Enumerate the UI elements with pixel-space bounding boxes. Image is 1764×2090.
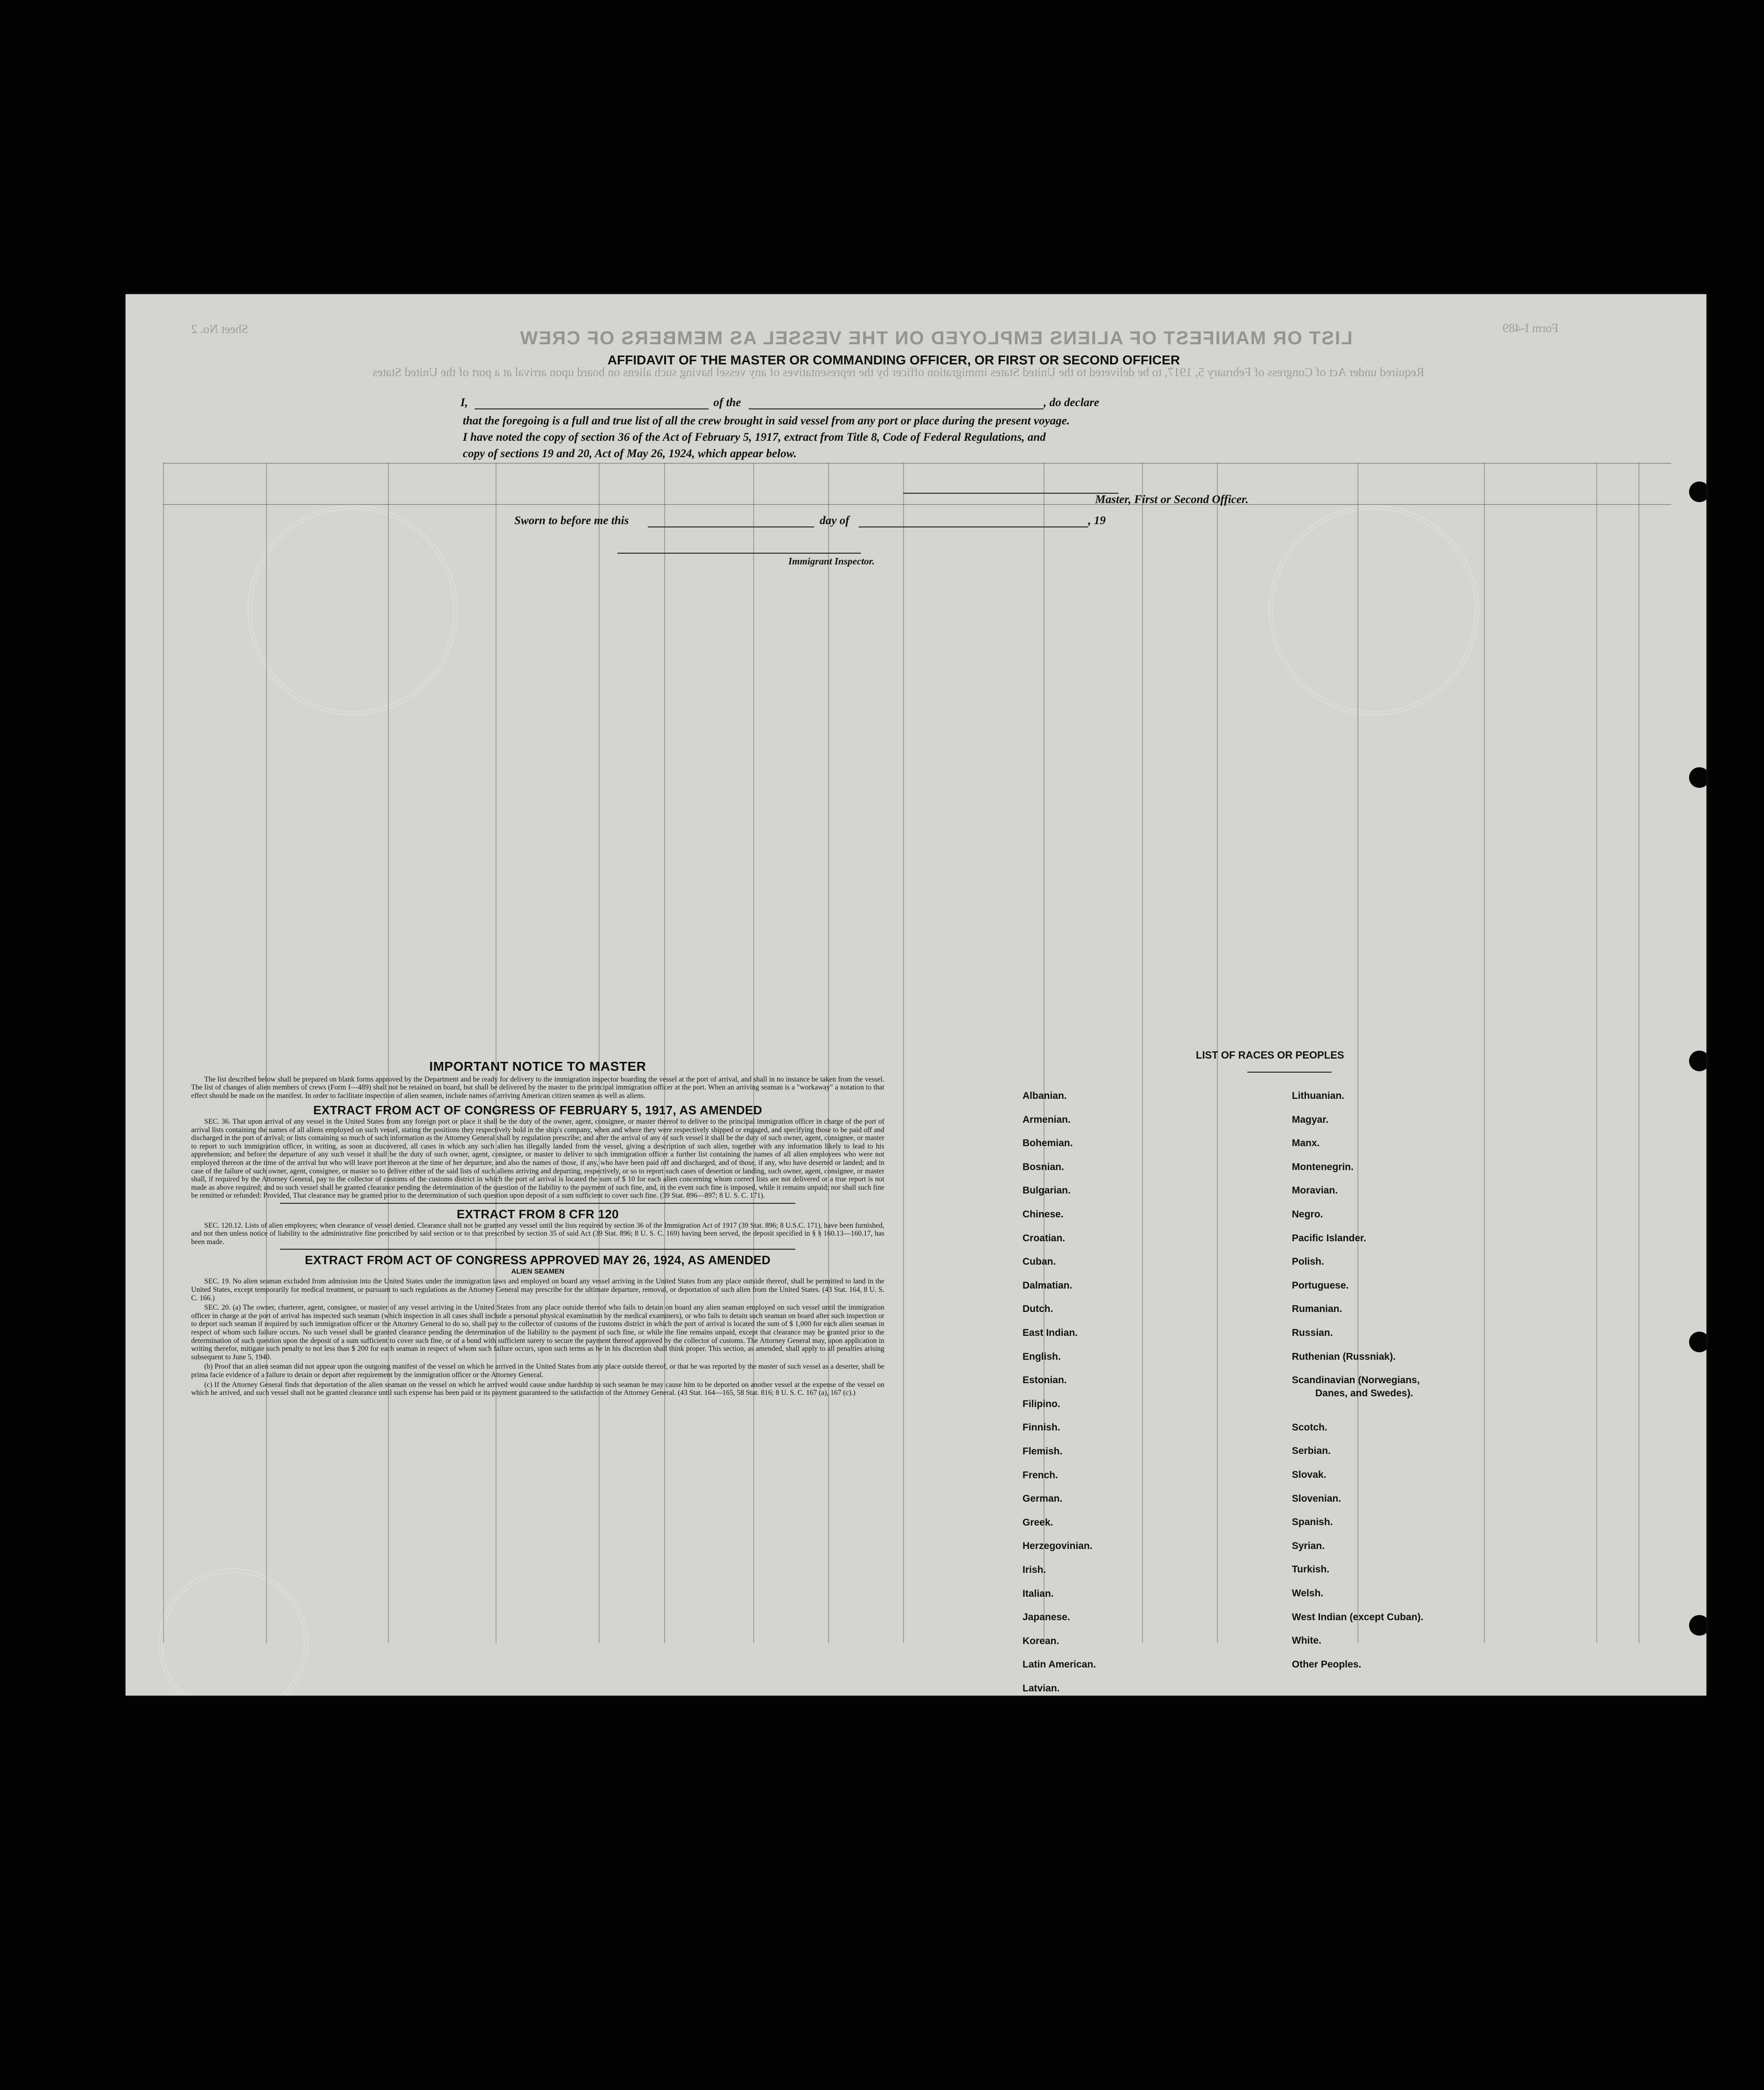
table-top-rule xyxy=(163,463,1671,464)
race-item: Japanese. xyxy=(1023,1612,1070,1623)
race-item: Other Peoples. xyxy=(1292,1659,1362,1670)
extract3-title: EXTRACT FROM ACT OF CONGRESS APPROVED MAY 26, 1924, AS AMENDED xyxy=(304,1253,771,1267)
sworn-day-line xyxy=(648,526,814,527)
stamp-bottom xyxy=(158,1568,308,1696)
notice-text: The list described below shall be prepared on blank forms approved by the Department and be ready for delivery to the immigration inspector boarding the vessel at the port of arrival, and shall in no instance be taken from the vessel. The list of changes of alien members of crews (Form I—489) shall not be retained on board, but shall be delivered by the master to the principal immigration officer at the port. When an arriving seaman is a "workaway" a notation to that effect should be made on the manifest. In order to facilitate inspection of alien seamen, include names of arriving American citizen seamen as well as aliens. xyxy=(191,1075,884,1100)
affidavit-i-label: I, xyxy=(460,396,468,409)
race-item: Danes, and Swedes). xyxy=(1315,1388,1413,1399)
stamp-right xyxy=(1268,505,1479,716)
race-item: Herzegovinian. xyxy=(1023,1541,1093,1552)
table-col-rule xyxy=(753,463,754,1643)
race-item: Lithuanian. xyxy=(1292,1090,1344,1101)
year-label: , 19 xyxy=(1088,514,1106,527)
table-header-rule xyxy=(163,504,1671,505)
table-col-rule xyxy=(903,463,904,1643)
race-item: Scandinavian (Norwegians, xyxy=(1292,1375,1420,1386)
race-item: Albanian. xyxy=(1023,1090,1067,1101)
section-rule xyxy=(280,1249,795,1250)
race-item: Italian. xyxy=(1023,1588,1054,1599)
affidavit-body-3: copy of sections 19 and 20, Act of May 26, 1924, which appear below. xyxy=(463,447,797,460)
race-item: West Indian (except Cuban). xyxy=(1292,1611,1423,1623)
race-item: Latin American. xyxy=(1023,1659,1096,1670)
table-col-rule xyxy=(1596,463,1597,1643)
race-item: Manx. xyxy=(1292,1138,1320,1149)
race-item: English. xyxy=(1023,1351,1061,1362)
race-item: Polish. xyxy=(1292,1256,1324,1267)
race-item: Armenian. xyxy=(1023,1114,1071,1125)
race-item: Portuguese. xyxy=(1292,1280,1349,1291)
race-item: Negro. xyxy=(1292,1209,1323,1220)
section-rule xyxy=(280,1203,795,1204)
manifest-sheet xyxy=(126,294,1706,1696)
affidavit-body-2: I have noted the copy of section 36 of the Act of February 5, 1917, extract from Title 8, Code of Federal Regulations, and xyxy=(463,431,1046,444)
race-item: Dutch. xyxy=(1023,1304,1053,1315)
extract3-sec20a: SEC. 20. (a) The owner, charterer, agent, consignee, or master of any vessel arriving in the United States from any place outside thereof who fails to detain on board any alien seaman employed on such vessel until the immigration officer in charge at the port of arrival has inspected such seaman (which inspection in all cases shall include a personal physical examination by the medical examiners), or who fails to detain such seaman on board after such inspection or to deport such seaman if required by such immigration officer or the Attorney General to do so, shall pay to the collector of customs of the customs district in which the port of arrival is located the sum of $ 1,000 for each alien seaman in respect of whom such failure occurs. No such vessel shall be granted clearance pending the determination of the liability to the payment of such fine, or while the fine remains unpaid, except that clearance may be granted prior to the determination of such question upon the deposit of a sum sufficient to cover such fine, or of a bond with sufficient surety to secure the payment thereof approved by the collector of customs. The Attorney General may, upon application in writing therefor, mitigate such penalty to not less than $ 200 for each seaman in respect of whom such failure occurs, upon such terms as he in his discretion shall think proper. This section, as amended, shall apply to all penalties arising subsequent to June 5, 1940. xyxy=(191,1304,884,1361)
race-item: Filipino. xyxy=(1023,1398,1060,1409)
race-item: Rumanian. xyxy=(1292,1304,1342,1315)
inspector-label: Immigrant Inspector. xyxy=(788,556,875,567)
table-col-rule xyxy=(1484,463,1485,1643)
extract3-sec19: SEC. 19. No alien seaman excluded from admission into the United States under the immigration laws and employed on board any vessel arriving in the United States from any place outside thereof, shall be permitted to land in the United States, except temporarily for medical treatment, or pursuant to such regulations as the Attorney General may prescribe for the ultimate departure, removal, or deportation of such alien from the United States. (43 Stat. 164, 8 U. S. C. 166.) xyxy=(191,1277,884,1302)
affidavit-do-declare: , do declare xyxy=(1044,396,1099,409)
table-col-rule xyxy=(1142,463,1143,1643)
stamp-left xyxy=(247,505,458,716)
notice-block xyxy=(191,1059,884,1399)
master-signature-line xyxy=(903,493,1119,494)
extract2-title: EXTRACT FROM 8 CFR 120 xyxy=(456,1207,619,1221)
punch-hole xyxy=(1689,482,1706,502)
race-item: German. xyxy=(1023,1493,1063,1505)
affidavit-name-line xyxy=(474,408,709,409)
race-item: Welsh. xyxy=(1292,1588,1324,1599)
race-item: Flemish. xyxy=(1023,1446,1063,1457)
race-item: Magyar. xyxy=(1292,1114,1329,1125)
races-title: LIST OF RACES OR PEOPLES xyxy=(1196,1049,1344,1061)
race-item: Syrian. xyxy=(1292,1540,1325,1551)
notice-title: IMPORTANT NOTICE TO MASTER xyxy=(429,1059,646,1074)
race-item: Spanish. xyxy=(1292,1517,1333,1528)
race-item: Russian. xyxy=(1292,1327,1333,1338)
race-item: Scotch. xyxy=(1292,1422,1327,1433)
table-col-rule xyxy=(1638,463,1639,1643)
race-item: Slovenian. xyxy=(1292,1493,1342,1504)
extract2-text: SEC. 120.12. Lists of alien employees; when clearance of vessel denied. Clearance shall not be granted any vessel until the lists required by section 36 of the Immigration Act of 1917 (39 Stat. 896; 8 U.S.C. 171), have been furnished, and not then unless notice of liability to the administrative fine prescribed by said section or to that prescribed by section 35 of said Act (39 Stat. 896; 8 U. S. C. 169) having been served, the deposit specified in § § 160.13—160.17, has been made. xyxy=(191,1221,884,1246)
race-item: Ruthenian (Russniak). xyxy=(1292,1351,1396,1362)
punch-hole xyxy=(1689,1051,1706,1071)
table-col-rule xyxy=(664,463,665,1643)
race-item: Moravian. xyxy=(1292,1185,1338,1196)
punch-hole xyxy=(1689,1615,1706,1636)
punch-hole xyxy=(1689,1332,1706,1352)
table-col-rule xyxy=(163,463,164,1643)
race-item: Slovak. xyxy=(1292,1469,1327,1480)
table-col-rule xyxy=(1357,463,1358,1643)
races-title-rule xyxy=(1247,1072,1332,1073)
race-item: Finnish. xyxy=(1023,1422,1060,1433)
extract3-sec20c: (c) If the Attorney General finds that deportation of the alien seaman on the vessel on which he arrived would cause undue hardship to such seaman he may cause him to be deported on another vessel at the expense of the vessel on which he arrived, and such vessel shall not be granted clearance until such expense has been paid or its payment guaranteed to the satisfaction of the Attorney General. (43 Stat. 164—165, 58 Stat. 816; 8 U. S. C. 167 (a), 167 (c).) xyxy=(191,1380,884,1397)
day-of-label: day of xyxy=(820,514,850,527)
race-item: Dalmatian. xyxy=(1023,1280,1073,1291)
table-col-rule xyxy=(828,463,829,1643)
extract1-title: EXTRACT FROM ACT OF CONGRESS OF FEBRUARY 5, 1917, AS AMENDED xyxy=(313,1103,763,1118)
race-item: Serbian. xyxy=(1292,1445,1331,1457)
race-item: Bulgarian. xyxy=(1023,1185,1071,1196)
master-label: Master, First or Second Officer. xyxy=(1095,493,1249,506)
inspector-signature-line xyxy=(617,553,861,554)
race-item: Croatian. xyxy=(1023,1232,1066,1244)
race-item: Greek. xyxy=(1023,1517,1053,1528)
race-item: French. xyxy=(1023,1469,1058,1481)
race-item: Latvian. xyxy=(1023,1683,1060,1694)
table-col-rule xyxy=(388,463,389,1643)
extract3-sec20b: (b) Proof that an alien seaman did not appear upon the outgoing manifest of the vessel on which he arrived in the United States from any place outside thereof, or that he was reported by the master of such vessel as a deserter, shall be prima facie evidence of a failure to detain or deport after requirement by the immigration officer or the Attorney General. xyxy=(191,1363,884,1379)
race-item: Pacific Islander. xyxy=(1292,1232,1366,1244)
extract3-subtitle: ALIEN SEAMEN xyxy=(511,1267,564,1275)
sworn-label: Sworn to before me this xyxy=(514,514,629,527)
race-item: Turkish. xyxy=(1292,1564,1330,1575)
reverse-title-ghost: LIST OR MANIFEST OF ALIENS EMPLOYED ON THE VESSEL AS MEMBERS OF CREW xyxy=(519,328,1353,348)
race-item: Montenegrin. xyxy=(1292,1161,1354,1172)
race-item: Chinese. xyxy=(1023,1209,1064,1220)
race-item: Bosnian. xyxy=(1023,1161,1064,1172)
race-item: Irish. xyxy=(1023,1564,1046,1575)
affidavit-body-1: that the foregoing is a full and true list of all the crew brought in said vessel from any port or place during the present voyage. xyxy=(463,415,1070,427)
race-item: Cuban. xyxy=(1023,1256,1056,1267)
reverse-sheet-ghost: Sheet No. 2 xyxy=(191,322,249,336)
race-item: Bohemian. xyxy=(1023,1138,1073,1149)
punch-hole xyxy=(1689,767,1706,788)
table-col-rule xyxy=(1044,463,1045,1643)
table-col-rule xyxy=(599,463,600,1643)
affidavit-vessel-line xyxy=(749,408,1044,409)
race-item: Korean. xyxy=(1023,1635,1060,1646)
sworn-month-line xyxy=(859,526,1088,527)
race-item: East Indian. xyxy=(1023,1327,1078,1338)
affidavit-of-the: of the xyxy=(713,396,741,409)
table-col-rule xyxy=(266,463,267,1643)
reverse-subtitle-ghost: Required under Act of Congress of February 5, 1917, to be delivered to the United States immigration officer by the representatives of any vessel having such aliens on board upon arrival at a port of the United States xyxy=(372,365,1424,379)
table-col-rule xyxy=(496,463,497,1643)
affidavit-title: AFFIDAVIT OF THE MASTER OR COMMANDING OFFICER, OR FIRST OR SECOND OFFICER xyxy=(607,353,1180,367)
race-item: White. xyxy=(1292,1635,1321,1646)
reverse-form-ghost: Form I-489 xyxy=(1503,321,1559,335)
extract1-text: SEC. 36. That upon arrival of any vessel in the United States from any foreign port or place it shall be the duty of the owner, agent, consignee, or master thereof to deliver to the principal immigration officer in charge of the port of arrival lists containing the names of all aliens employed on such vessel, stating the positions they respectively hold in the ship's company, when and where they were respectively shipped or engaged, and specifying those to be paid off and discharged in the port of arrival; or lists containing so much of such information as the Attorney General shall by regulation prescribe; and after the arrival of any of such vessel it shall be the duty of such owner, agent, consignee, or master to report to such immigration officer, in writing, as soon as discovered, all cases in which any such alien has illegally landed from the vessel, giving a description of such alien, together with any information likely to lead to his apprehension; and before the departure of any such vessel it shall be the duty of such owner, agent, consignee, or master to deliver to such immigration officer a further list containing the names of all alien employees who were not employed thereon at the time of the arrival but who will leave port thereon at the time of her departure, and also the names of those, if any, who have been paid off and discharged, and of those, if any, who have deserted or landed; and in case of the failure of such owner, agent, consignee, or master so to deliver either of the said lists of such aliens arriving and departing, respectively, or so to report such cases of desertion or landing, such owner, agent, consignee, or master shall, if required by the Attorney General, pay to the collector of customs of the customs district in which the port of arrival is located the sum of $ 10 for each alien concerning whom correct lists are not delivered or a true report is not made as above required; and no such vessel shall be granted clearance pending the determination of the question of the liability to the payment of such fine, and, in the event such fine is imposed, while it remains unpaid; nor shall such fine be remitted or refunded: Provided, That clearance may be granted prior to the determination of such question upon deposit of a sum sufficient to cover such fine. (39 Stat. 896—897; 8 U. S. C. 171). xyxy=(191,1117,884,1200)
race-item: Estonian. xyxy=(1023,1375,1067,1386)
